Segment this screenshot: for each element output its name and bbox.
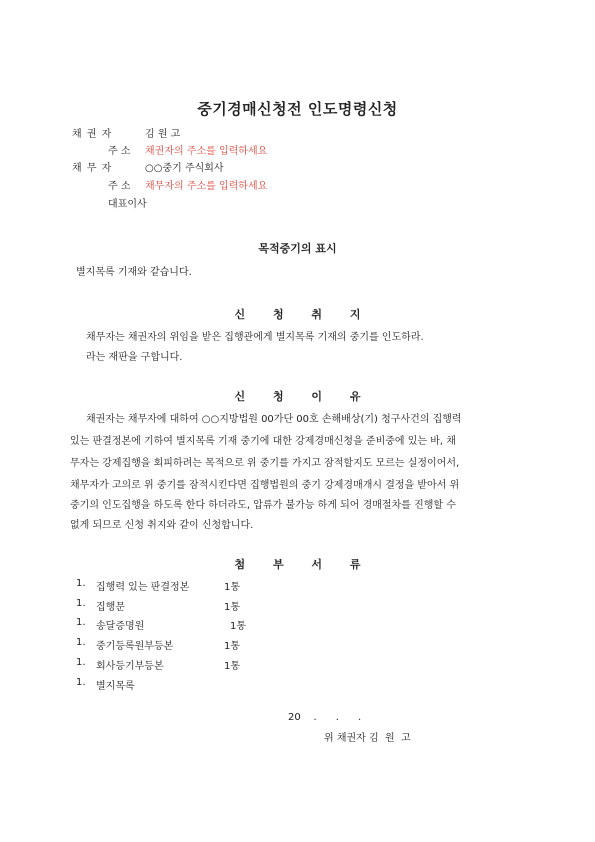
date-line: 20 . . . [288, 712, 362, 723]
reason-line: 없게 되므로 신청 취지와 같이 신청합니다. [70, 520, 254, 531]
object-body: 별지목록 기재와 같습니다. [76, 267, 192, 278]
attachment-qty: 1통 [224, 641, 241, 652]
creditor-address-label: 주 소 [108, 146, 131, 157]
attachment-bullet: 1. [76, 598, 86, 609]
attachment-qty: 1통 [224, 582, 241, 593]
purpose-line: 라는 재판을 구합니다. [86, 352, 183, 363]
attachment-bullet: 1. [76, 657, 86, 668]
attachment-name: 회사등기부등본 [96, 661, 164, 672]
attachment-qty: 1통 [224, 661, 241, 672]
creditor-address: 채권자의 주소를 입력하세요 [145, 146, 268, 157]
attachments-heading: 첨 부 서 류 [234, 558, 361, 571]
object-heading: 목적중기의 표시 [258, 242, 337, 255]
reason-heading: 신 청 이 유 [234, 390, 361, 403]
reason-line: 채무자가 고의로 위 중기를 잠적시킨다면 집행법원의 중기 강제경매개시 결정을 받아서 위 [70, 480, 460, 491]
attachment-bullet: 1. [76, 578, 86, 589]
attachment-bullet: 1. [76, 677, 86, 688]
debtor-address: 채무자의 주소를 입력하세요 [145, 181, 268, 192]
reason-line: 무자는 강제집행을 회피하려는 목적으로 위 중기를 가지고 잠적할지도 모르는 실정이어서, [70, 458, 460, 469]
attachment-name: 집행력 있는 판결정본 [96, 582, 190, 593]
attachment-qty: 1통 [224, 602, 241, 613]
attachment-name: 집행문 [96, 602, 125, 613]
attachment-bullet: 1. [76, 637, 86, 648]
debtor-name: ○○중기 주식회사 [145, 163, 224, 174]
reason-line: 채권자는 채무자에 대하여 ○○지방법원 00가단 00호 손해배상(기) 청구사건의 집행력 [86, 414, 462, 425]
attachment-name: 송달증명원 [96, 621, 145, 632]
signature-line: 위 채권자 김 원 고 [324, 733, 411, 744]
document-title: 중기경매신청전 인도명령신청 [197, 100, 398, 118]
purpose-line: 채무자는 채권자의 위임을 받은 집행관에게 별지목록 기재의 중기를 인도하라. [86, 332, 424, 343]
creditor-label: 채 권 자 [72, 129, 113, 140]
creditor-name: 김 원 고 [145, 129, 181, 140]
reason-line: 중기의 인도집행을 하도록 한다 하더라도, 압류가 불가능 하게 되어 경매절차를 진행할 수 [70, 500, 456, 511]
attachment-name: 별지목록 [96, 681, 135, 692]
reason-line: 있는 판결정본에 기하여 별지목록 기재 중기에 대한 강제경매신청을 준비중에 있는 바, 채 [70, 436, 456, 447]
debtor-address-label: 주 소 [108, 181, 131, 192]
attachment-qty: 1통 [230, 621, 247, 632]
attachment-bullet: 1. [76, 617, 86, 628]
purpose-heading: 신 청 취 지 [234, 308, 361, 321]
attachment-name: 중기등록원부등본 [96, 641, 174, 652]
debtor-label: 채 무 자 [72, 163, 113, 174]
representative-label: 대표이사 [108, 199, 147, 210]
